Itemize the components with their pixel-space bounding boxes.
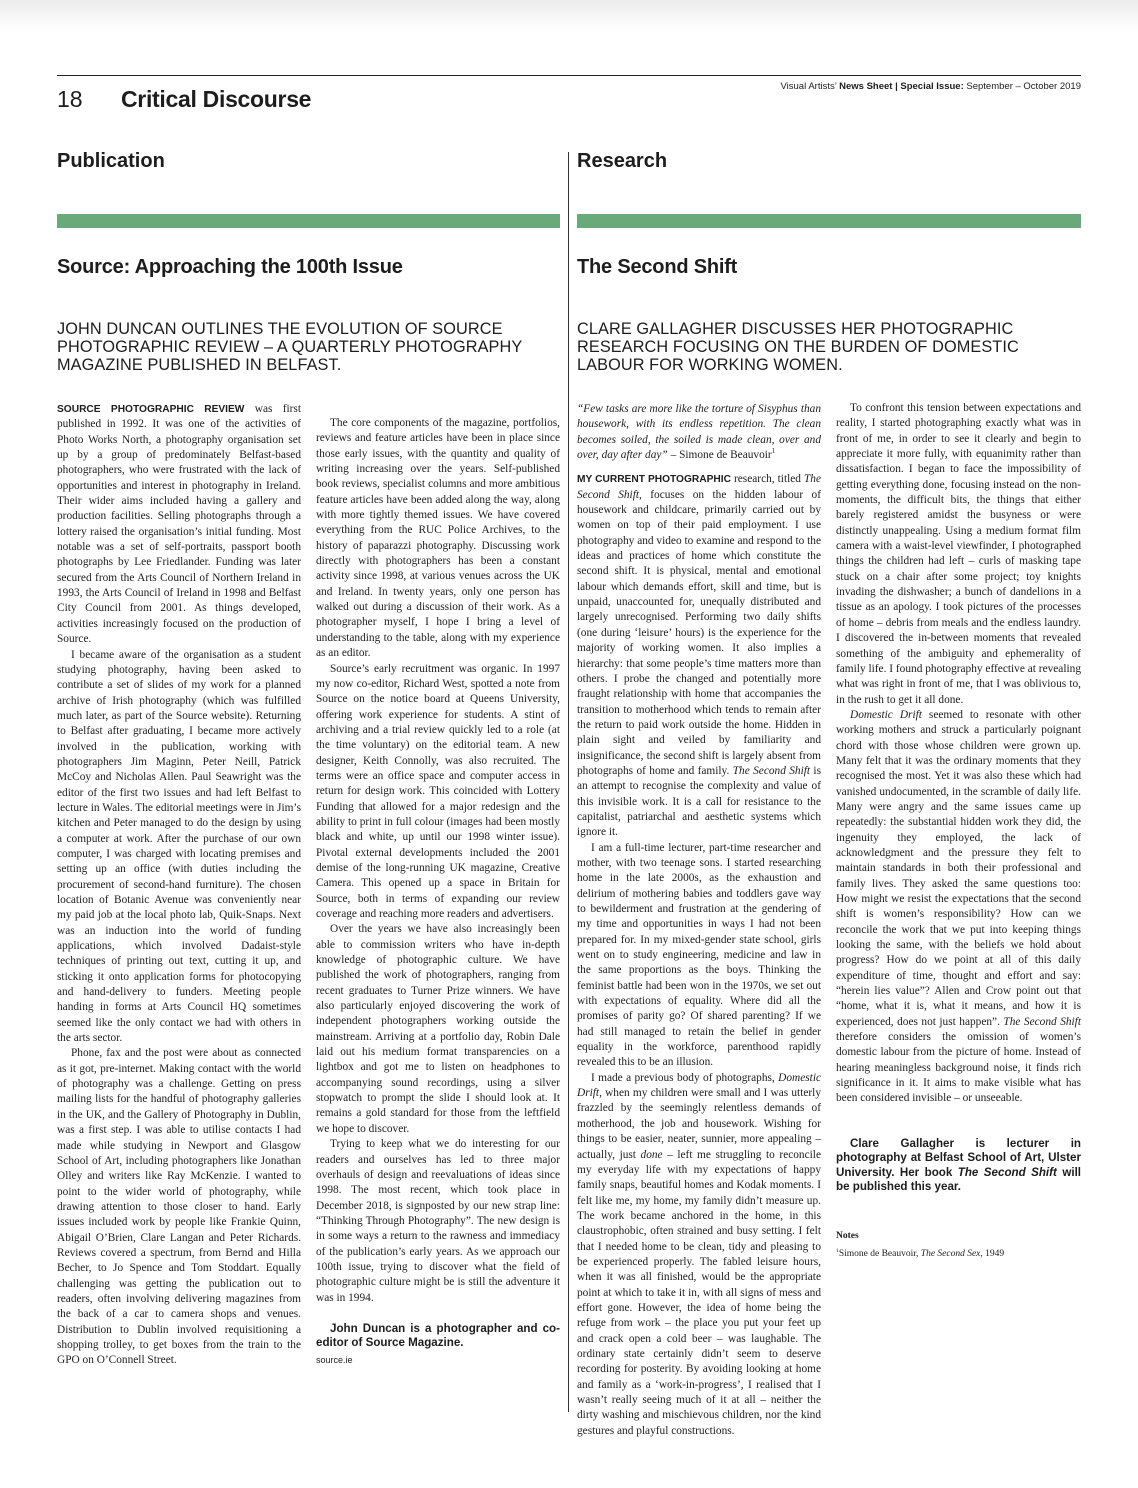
paragraph-text: I made a previous body of photographs,: [591, 1071, 779, 1084]
paragraph: Trying to keep what we do interesting for our readers and ourselves has led to three major overhauls of design and reevaluations of ideas since 1998. The most recent, which took place in December 2018, is signposted by our new strap line: “Thinking Through Photography”. The new design is in some ways a return to the rawness and immediacy of the publication’s early years. As we approach our 100th issue, trying to discover what the field of photographic culture might be is still the adventure it was in 1994.: [316, 1138, 560, 1304]
paragraph: [577, 1071, 821, 1439]
work-title: The Second Shift: [577, 473, 821, 501]
left-column-1: [57, 402, 301, 1369]
paragraph: [57, 402, 301, 648]
paragraph-text: , when my children were small and I was utterly frazzled by the seemingly relentless demands of motherhood, the job and housework. Wishing for things to be easier, neater, sunnier, more appealing – actually, just: [577, 1087, 821, 1161]
bio-text: Clare Gallagher is lecturer in photography at Belfast School of Art, Ulster University. Her book: [836, 1136, 1081, 1179]
emphasis: done: [640, 1148, 663, 1161]
section-bar-left: [57, 214, 560, 228]
right-column-2: [836, 401, 1081, 1263]
paragraph-text: was first published in 1992. It was one of the activities of Photo Works North, a photography organisation set up by a group of predominately Belfast-based photographers, who were frustrated with the lack of opportunities and interest in photography in Ireland. Their wider aims included having a gallery and production facilities. Selling photographs through a lottery raised the organisation’s initial funding. Most notable was a set of self-portraits, passport booth photographs by Lee Friedlander. Funding was later secured from the Arts Council of Northern Ireland in 1993, the Arts Council of Ireland in 1998 and Belfast City Council from 2001. As things developed, activities increasingly focused on the production of Source.: [57, 403, 302, 646]
footnote-year: , 1949: [980, 1249, 1005, 1260]
paragraph: [577, 472, 821, 840]
page-title: Critical Discourse: [121, 86, 312, 112]
work-title: Domestic Drift: [577, 1071, 821, 1100]
work-title: The Second Shift: [957, 1165, 1057, 1179]
footnote-book: The Second Sex: [920, 1249, 981, 1260]
masthead-special: Special Issue:: [900, 81, 964, 92]
section-title-publication: Publication: [57, 150, 165, 172]
article-headline-right: The Second Shift: [577, 256, 738, 278]
top-shadow: [0, 0, 1138, 30]
right-column-1: [577, 402, 821, 1439]
epigraph-attribution: – Simone de Beauvoir: [667, 449, 772, 462]
masthead: [781, 81, 1082, 92]
paragraph: I became aware of the organisation as a student studying photography, having been asked to contribute a set of slides of my work for a planned archive of Irish photography (which was fulfilled much later, as part of the Source website). Returning to Belfast after graduating, I became more actively involved in the publication, working with photographers Jim Maginn, Peter Neill, Patrick McCoy and Nicholas Allen. Paul Seawright was the editor of the first two issues and had left Belfast to lecture in Wales. The editorial meetings were in Jim’s kitchen and Peter managed to do the design by using a computer at work. After the purchase of our own computer, I was charged with locating premises and setting up an office (with duties including the procurement of second-hand furniture). The chosen location of Botanic Avenue was conveniently near my paid job at the local photo lab, Quik-Snaps. Next was an induction into the world of funding applications, which involved Dadaist-style techniques of printing out text, cutting it up, and sticking it onto application forms for photocopying and hand-delivery to funders. Meeting people handing in forms at Arts Council HQ sometimes seemed like the only contact we had with others in the arts sector.: [57, 648, 301, 1045]
work-title: The Second Shift: [732, 764, 811, 777]
lead-in: SOURCE PHOTOGRAPHIC REVIEW: [57, 404, 245, 415]
paragraph: Source’s early recruitment was organic. In 1997 my now co-editor, Richard West, spotted a note from Source on the notice board at Queens University, offering work experience for students. A stint of archiving and a trial review quickly led to a role (at the time voluntary) on the editorial team. A new designer, Keith Connolly, was also recruited. The terms were an office space and computer access in return for design work. This coincided with Lottery Funding that allowed for a major redesign and the ability to print in full colour (images had been mostly black and white, up until our 1998 winter issue). Pivotal external developments included the 2001 demise of the long-running UK magazine, Creative Camera. This opened up a space in Britain for Source, both in terms of expanding our review coverage and reaching more readers and advertisers.: [316, 662, 560, 920]
standfirst-left: JOHN DUNCAN OUTLINES THE EVOLUTION OF SOURCE PHOTOGRAPHIC REVIEW – A QUARTERLY PHOTOGRAPHY MAGAZINE PUBLISHED IN BELFAST.: [57, 320, 523, 374]
footnote-text: Simone de Beauvoir,: [838, 1249, 921, 1260]
lead-in: MY CURRENT PHOTOGRAPHIC: [577, 474, 731, 486]
header-rule: [57, 75, 1081, 76]
work-title: The Second Shift: [1003, 1015, 1081, 1028]
author-bio-left: John Duncan is a photographer and co-editor of Source Magazine.: [316, 1321, 560, 1350]
column-divider: [568, 152, 569, 1412]
page-number: 18: [57, 86, 83, 112]
paragraph: I am a full-time lecturer, part-time researcher and mother, with two teenage sons. I started researching home in the late 2000s, as the exhaustion and delirium of mothering babies and toddlers gave way to bewilderment and frustration at the gendering of my time and opportunities in ways I had not been prepared for. In my mixed-gender state school, girls went on to study engineering, medicine and law in the same proportions as the boys. Thinking the feminist battle had been won in the 1970s, we set out with expectations of equality. Where did all the promises of parity go? Of shared parenting? If we had still managed to retain the belief in gender equality in the workforce, parenthood rapidly revealed this to be an illusion.: [577, 841, 821, 1069]
bio-text: will be published this year.: [836, 1165, 1082, 1194]
section-title-research: Research: [577, 150, 668, 172]
section-bar-right: [577, 214, 1081, 228]
paragraph-text: seemed to resonate with other working mothers and struck a particularly poignant chord with those whose children were grown up. Many felt that it was the ordinary moments that they recognised the most. Yet it was also these which had vanished undocumented, in the scramble of daily life. Many were angry and the same issues came up repeatedly: the substantial hidden work they did, the ingenuity they employed, the lack of acknowledgment and the pressure they felt to maintain standards in both their professional and family lives. They asked the same questions too: How might we resist the expectations that the second shift is women’s responsibility? How can we reconcile the work that we put into keeping things looking the same, with the beliefs we hold about progress? How do we point at all of this daily expenditure of time, thought and effort and say: “herein lies value”? Allen and Crow point out that “home, what it is, what it means, and how it is experienced, does not just happen”.: [836, 708, 1081, 1028]
paragraph-text: is an attempt to recognise the complexity and value of this invisible work. It is a call for resistance to the capitalist, patriarchal and aesthetic systems which ignore it.: [577, 764, 821, 839]
footnote-number: 1: [836, 1248, 839, 1254]
paragraph: Over the years we have also increasingly been able to commission writers who have in-depth knowledge of photographic culture. We have published the work of photographers, ranging from recent graduates to Turner Prize winners. We have also particularly enjoyed discovering the work of independent photographers working outside the mainstream. Arriving at a portfolio day, Robin Dale laid out his medium format transparencies on a lightbox and got me to listen on headphones to accompanying sound recordings, using a silver stopwatch to prompt the slide I should look at. It remains a gold standard for those from the leftfield we hope to discover.: [316, 923, 560, 1135]
left-column-2: [316, 416, 560, 1368]
paragraph-text: therefore considers the omission of women’s domestic labour from the picture of home. Instead of hearing meaningless background noise, it finds rich significance in it. It aims to make visible what has been considered invisible – or unseeable.: [836, 1031, 1081, 1105]
standfirst-right: CLARE GALLAGHER DISCUSSES HER PHOTOGRAPHIC RESEARCH FOCUSING ON THE BURDEN OF DOMESTIC LABOUR FOR WORKING WOMEN.: [577, 320, 1019, 374]
paragraph-text: – left me struggling to reconcile my everyday life with my expectations of happy family snaps, beautiful homes and Kodak moments. I felt like me, my home, my family didn’t measure up. The work became anchored in the home, in this claustrophobic, often strained and busy setting. I felt that I needed home to be clean, tidy and pleasing to be experienced properly. The fabled leisure hours, when it was all finished, would be the appropriate point at which to take it in, with all signs of mess and effort gone. However, the idea of home being the refuge from work – the place you put your feet up and crack open a cold beer – was laughable. The ordinary state certainly didn’t seem to deserve recording for posterity. By avoiding looking at home and family as a ‘work-in-progress’, I realised that I wasn’t really seeing much of it at all – neither the dirty washing and mischievous children, nor the kind gestures and playful constructions.: [577, 1148, 821, 1437]
author-bio-right: [836, 1137, 1081, 1195]
website-link[interactable]: source.ie: [316, 1354, 353, 1365]
masthead-paper: News Sheet: [839, 81, 893, 92]
masthead-date: September – October 2019: [963, 81, 1081, 92]
paragraph: The core components of the magazine, portfolios, reviews and feature articles have been in place since those early issues, with the quantity and quality of writing increasing over the years. Self-published book reviews, specialist columns and more ambitious feature articles have been added along the way, along with more tightly themed issues. We have covered everything from the RUC Police Archives, to the history of paparazzi photography. Discussing work directly with photographers has been a constant activity since 1998, at various venues across the UK and Ireland. In twenty years, only one person has walked out during a discussion of their work. As a photographer myself, I hope I bring a level of understanding to the table, along with my experience as an editor.: [316, 417, 560, 660]
footnote-mark: 1: [771, 448, 776, 456]
epigraph-quote: “Few tasks are more like the torture of Sisyphus than housework, with its endless repetition. The clean becomes soiled, the soiled is made clean, over and over, day after day”: [577, 403, 821, 462]
paragraph-text: , focuses on the hidden labour of housework and childcare, primarily carried out by women on top of their paid employment. I use photography and video to examine and respond to the ideas and practices of home which constitute the second shift. It is physical, mental and emotional labour which demands effort, skill and time, but is unpaid, unaccounted for, unequally distributed and largely unrecognised. Performing two daily shifts (one during ‘leisure’ hours) is the experience for the majority of working women. It also implies a hierarchy: that some people’s time matters more than others. I probe the changed and potentially more fraught relationship with home that accompanies the transition to motherhood which tends to remain after the return to paid work outside the home. Hidden in plain sight and veiled by familiarity and insignificance, the second shift is largely absent from photographs of home and family.: [577, 488, 821, 777]
epigraph: [577, 402, 821, 463]
article-headline-left: Source: Approaching the 100th Issue: [57, 256, 403, 278]
masthead-pre: Visual Artists’: [780, 81, 840, 92]
notes-heading: Notes: [836, 1230, 859, 1241]
paragraph: To confront this tension between expectations and reality, I started photographing exactly what was in front of me, in order to see it clearly and begin to appreciate it more fully, with equanimity rather than dissatisfaction. I began to face the impossibility of getting everything done, focusing instead on the non-moments, the difficult bits, the things that either barely registered amidst the busyness or were distinctly unappealing. Using a medium format film camera with a waist-level viewfinder, I photographed things the children had left – curls of masking tape stuck on a chair after some project; toy knights invading the dishwasher; a bunch of dandelions in a tissue as an apology. I took pictures of the processes of home – debris from meals and the endless laundry. I discovered the in-between moments that revealed something of the ambiguity and ephemerality of family life. I found photography effective at revealing what was right in front of me, that I was oblivious to, in the rush to get it all done.: [836, 402, 1081, 706]
footnote: [836, 1247, 1081, 1262]
work-title: Domestic Drift: [850, 708, 922, 721]
paragraph-text: research, titled: [730, 473, 804, 486]
paragraph: [836, 708, 1081, 1107]
paragraph: Phone, fax and the post were about as connected as it got, pre-internet. Making contact with the world of photography was a challenge. Getting on press mailing lists for the handful of photography galleries in the UK, and the Gallery of Photography in Dublin, was a first step. I was able to utilise contacts I had made while studying in Newport and Glasgow School of Art, including photographers like Jonathan Olley and writers like Ray McKenzie. I wanted to point to the wider world of photography, while drawing attention to those closer to hand. Early issues included work by people like Frankie Quinn, Abigail O’Brien, Clare Langan and Peter Richards. Reviews covered a spectrum, from Bernd and Hilla Becher, to Jo Spence and Tom Stoddart. Equally challenging was getting the publication out to readers, often involving delivering magazines from the back of a car to camera shops and venues. Distribution to Dublin involved requisitioning a shopping trolley, to get boxes from the train to the GPO on O’Connell Street.: [57, 1047, 301, 1367]
masthead-sep: |: [892, 81, 901, 92]
